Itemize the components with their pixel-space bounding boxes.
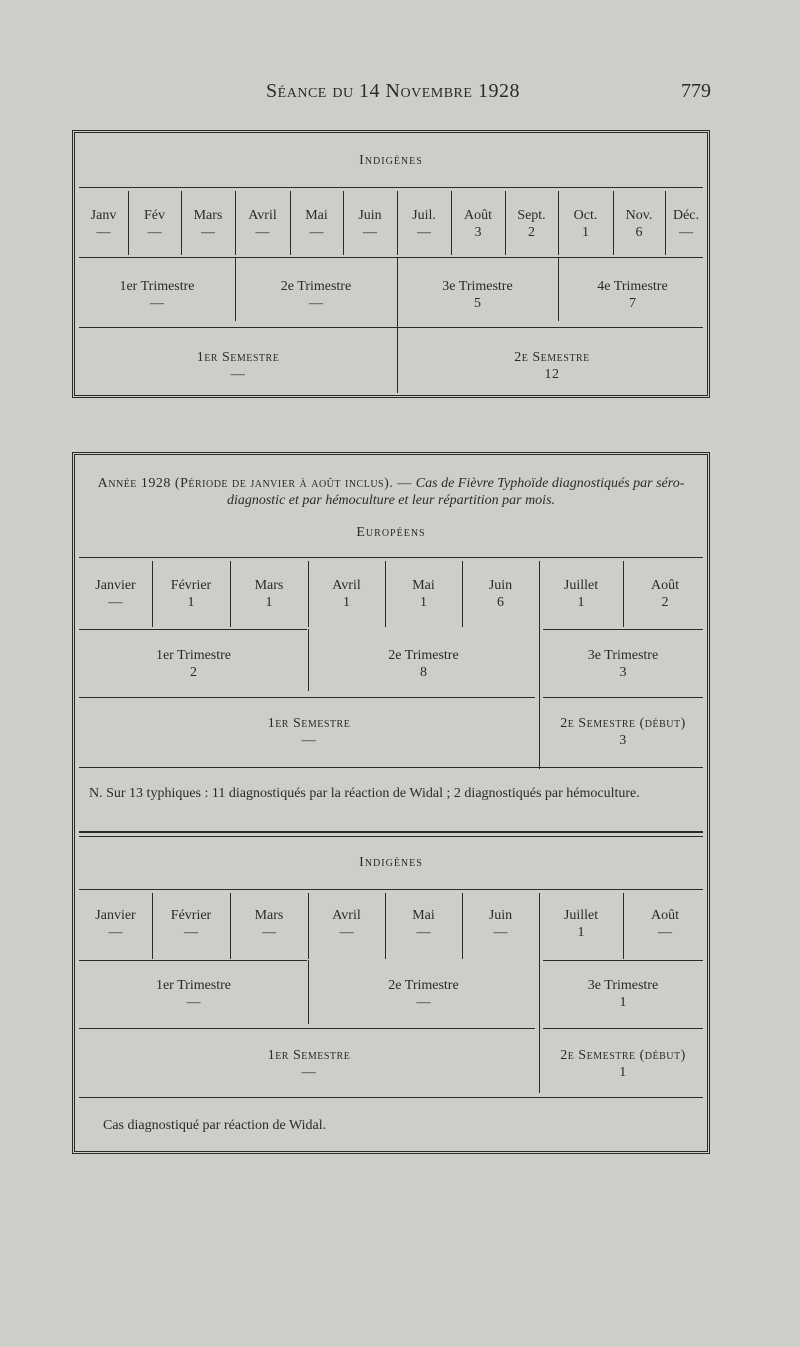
table-typhoide-1928 xyxy=(72,452,710,1154)
trimestre-cell: 2e Trimestre 8 xyxy=(388,648,459,680)
month-cell: Nov. 6 xyxy=(625,208,653,240)
month-cell: Avril 1 xyxy=(332,578,361,610)
month-cell: Février — xyxy=(170,908,212,940)
trimestre-cell: 3e Trimestre 3 xyxy=(587,648,659,680)
trimestre-cell: 3e Trimestre 1 xyxy=(587,978,659,1010)
trimestre-cell: 2e Trimestre — xyxy=(388,978,459,1010)
month-cell: Mai — xyxy=(412,908,435,940)
month-cell: Déc. — xyxy=(672,208,700,240)
month-cell: Avril — xyxy=(332,908,361,940)
month-cell: Août 3 xyxy=(464,208,492,240)
month-cell: Juin 6 xyxy=(488,578,513,610)
month-cell: Juillet 1 xyxy=(563,908,599,940)
section-title: Indigènes xyxy=(359,153,423,168)
month-cell: Mars — xyxy=(193,208,223,240)
month-cell: Mars 1 xyxy=(254,578,284,610)
month-cell: Mai — xyxy=(305,208,328,240)
note-paragraph: N. Sur 13 typhiques : 11 diagnostiqués par la réaction de Widal ; 2 diagnostiqués par hémoculture. xyxy=(89,786,640,801)
month-cell: Oct. 1 xyxy=(573,208,598,240)
section-title-europeens: Européens xyxy=(356,525,426,540)
semestre-cell: 1er Semestre — xyxy=(267,1048,351,1080)
trimestre-cell: 1er Trimestre — xyxy=(119,279,195,311)
month-cell: Juin — xyxy=(358,208,382,240)
month-cell: Juillet 1 xyxy=(563,578,599,610)
footnote: Cas diagnostiqué par réaction de Widal. xyxy=(103,1118,327,1133)
month-cell: Mai 1 xyxy=(412,578,435,610)
page-number: 779 xyxy=(681,80,711,102)
trimestre-cell: 3e Trimestre 5 xyxy=(442,279,513,311)
table-caption: Année 1928 (Période de janvier à août inclus). — Cas de Fièvre Typhoïde diagnostiqués par séro-diagnostic et par hémoculture et leur répartition par mois. xyxy=(97,476,685,508)
month-cell: Fév — xyxy=(144,208,165,240)
month-cell: Janvier — xyxy=(95,578,136,610)
month-cell: Sept. 2 xyxy=(517,208,546,240)
trimestre-cell: 4e Trimestre 7 xyxy=(597,279,668,311)
month-cell: Janv — xyxy=(90,208,117,240)
month-cell: Février 1 xyxy=(170,578,212,610)
month-cell: Janvier — xyxy=(95,908,136,940)
running-title: Séance du 14 Novembre 1928 xyxy=(266,80,520,102)
month-cell: Juil. — xyxy=(412,208,436,240)
rule xyxy=(79,187,703,188)
month-cell: Août — xyxy=(651,908,679,940)
semestre-cell: 2e Semestre (début) 3 xyxy=(560,716,686,748)
table-indigenes-1928 xyxy=(72,130,710,398)
section-title-indigenes: Indigènes xyxy=(359,855,423,870)
semestre-cell: 2e Semestre 12 xyxy=(514,350,590,382)
page-header xyxy=(75,80,711,110)
month-cell: Mars — xyxy=(254,908,284,940)
month-cell: Avril — xyxy=(248,208,277,240)
trimestre-cell: 2e Trimestre — xyxy=(280,279,352,311)
semestre-cell: 2e Semestre (début) 1 xyxy=(560,1048,686,1080)
semestre-cell: 1er Semestre — xyxy=(267,716,351,748)
month-cell: Juin — xyxy=(488,908,513,940)
semestre-cell: 1er Semestre — xyxy=(196,350,280,382)
month-cell: Août 2 xyxy=(651,578,679,610)
trimestre-cell: 1er Trimestre — xyxy=(155,978,232,1010)
trimestre-cell: 1er Trimestre 2 xyxy=(155,648,232,680)
